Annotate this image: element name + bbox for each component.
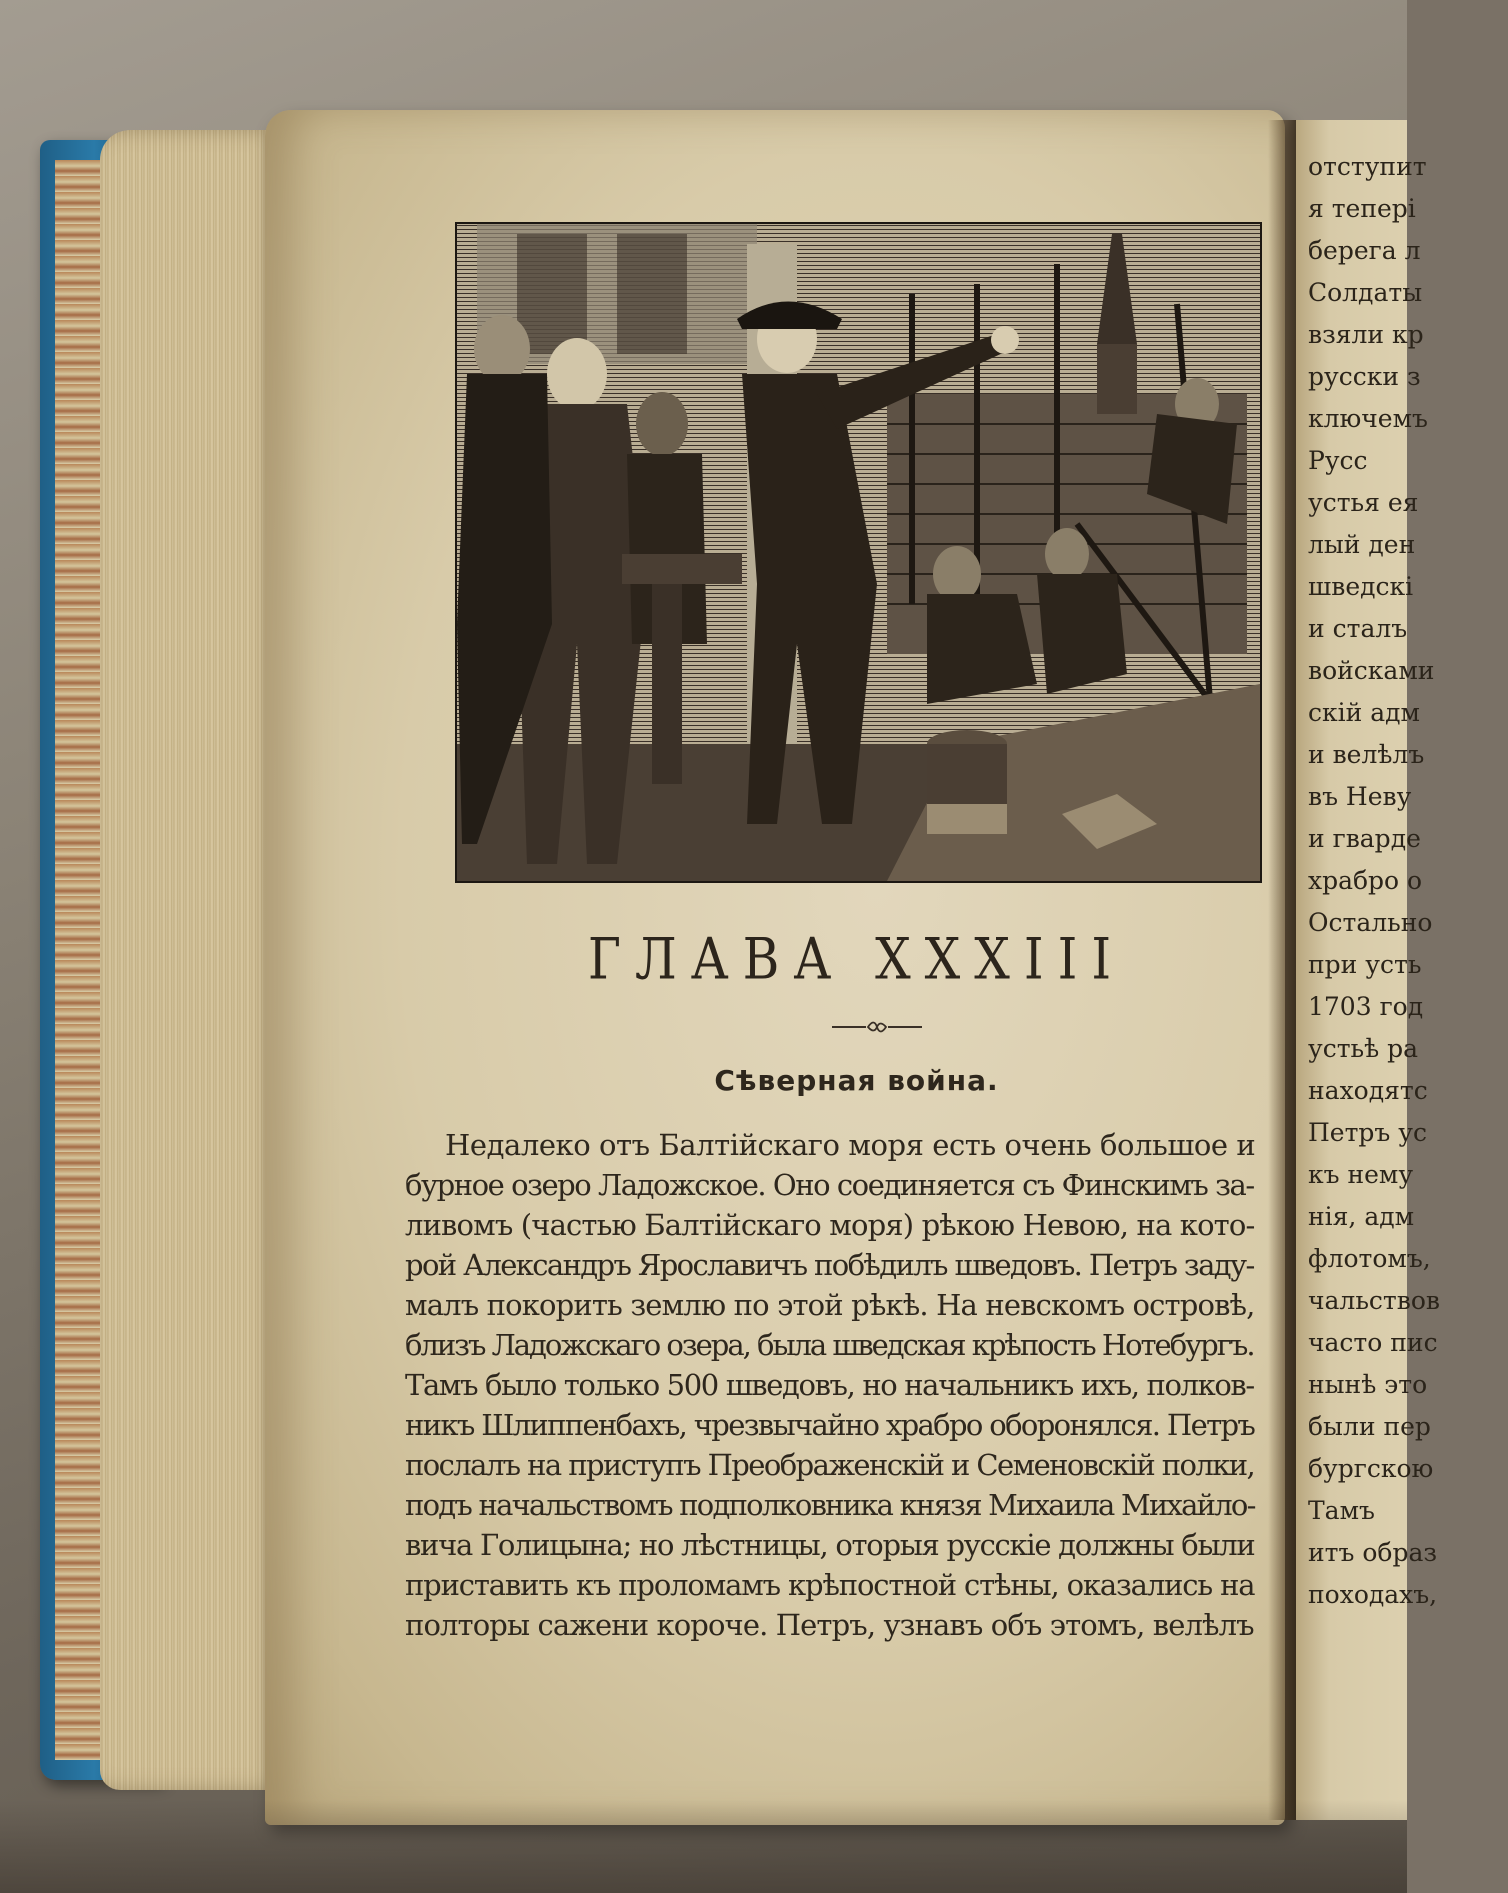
body-line: послалъ на приступъ Преображенскій и Семеновскій полки, [405,1448,1255,1482]
right-page-line: часто пис [1308,1328,1438,1357]
right-page-line: и гварде [1308,824,1421,853]
body-line: Недалеко отъ Балтійскаго моря есть очень большое и [445,1128,1256,1162]
right-page-line: устьѣ ра [1308,1034,1419,1063]
right-page-line: были пер [1308,1412,1431,1441]
body-line: ливомъ (частью Балтійскаго моря) рѣкою Невою, на кото- [405,1208,1255,1242]
body-line: Тамъ было только 500 шведовъ, но начальникъ ихъ, полков- [405,1368,1254,1402]
body-line: рой Александръ Ярославичъ побѣдилъ шведовъ. Петръ заду- [405,1248,1254,1282]
right-page-line: отступит [1308,152,1427,181]
book-gutter [1268,120,1298,1820]
right-page-line: устья ея [1308,488,1419,517]
right-page-line: войсками [1308,656,1435,685]
section-title: Сѣверная война. [714,1064,999,1097]
chapter-heading: ГЛАВА XXXIII [587,925,1126,993]
bottom-shadow [0,1800,1407,1893]
right-page [1296,120,1440,1820]
body-line: полторы сажени короче. Петръ, узнавъ объ этомъ, велѣлъ [405,1608,1254,1642]
right-page-line: скій адм [1308,698,1420,727]
right-page-line: чальствов [1308,1286,1440,1315]
right-page-line: я тепері [1308,194,1416,223]
right-page-line: нія, адм [1308,1202,1415,1231]
right-page-line: Русс [1308,446,1368,475]
right-page-line: Солдаты [1308,278,1423,307]
right-page-line: храбро о [1308,866,1423,895]
right-page-line: бургскою [1308,1454,1434,1483]
right-page-line: походахъ, [1308,1580,1438,1609]
right-page-line: ключемъ [1308,404,1428,433]
right-page-line: Остально [1308,908,1433,937]
right-page-line: и сталъ [1308,614,1408,643]
right-page-line: русски з [1308,362,1421,391]
body-line: близъ Ладожскаго озера, была шведская крѣпость Нотебургъ. [405,1328,1254,1362]
body-line: подъ начальствомъ подполковника князя Михаила Михайло- [405,1488,1255,1522]
ornament-divider [832,1016,922,1038]
right-page-line: Тамъ [1308,1496,1375,1525]
right-page-line: Петръ ус [1308,1118,1427,1147]
right-page-line: и велѣлъ [1308,740,1425,769]
right-page-line: находятс [1308,1076,1428,1105]
body-line: вича Голицына; но лѣстницы, оторыя русскіе должны были [405,1528,1255,1562]
right-page-line: итъ образ [1308,1538,1437,1567]
right-page-line: шведскі [1308,572,1414,601]
body-line: приставить къ проломамъ крѣпостной стѣны, оказались на [405,1568,1255,1602]
page-stack [100,130,285,1790]
body-line: бурное озеро Ладожское. Оно соединяется съ Финскимъ за- [405,1168,1254,1202]
body-line: никъ Шлиппенбахъ, чрезвычайно храбро оборонялся. Петръ [405,1408,1255,1442]
right-page-line: флотомъ, [1308,1244,1431,1273]
engraving-illustration [455,222,1262,883]
right-page-line: нынѣ это [1308,1370,1428,1399]
right-page-line: берега л [1308,236,1421,265]
right-page-line: въ Неву [1308,782,1412,811]
right-page-line: лый ден [1308,530,1416,559]
engraving-drawing [457,224,1260,881]
right-page-line: взяли кр [1308,320,1424,349]
right-page-line: 1703 год [1308,992,1424,1021]
body-line: малъ покорить землю по этой рѣкѣ. На невскомъ островѣ, [405,1288,1255,1322]
right-page-line: при усть [1308,950,1422,979]
right-page-line: къ нему [1308,1160,1414,1189]
